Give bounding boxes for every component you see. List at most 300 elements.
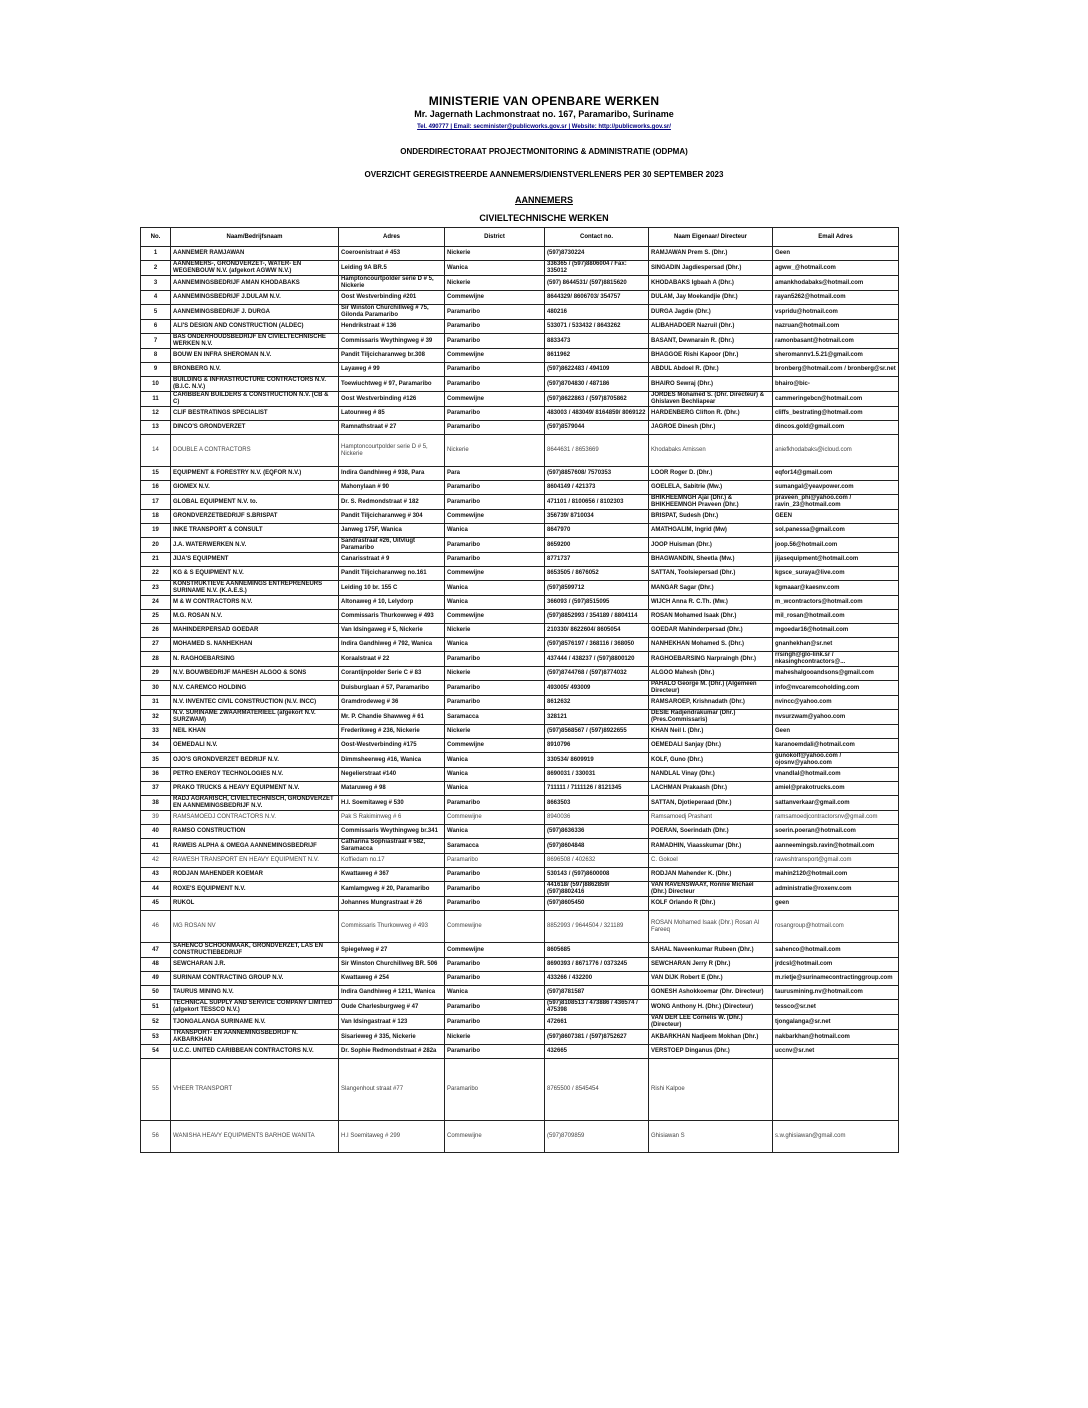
cell-email[interactable]: geen (773, 897, 899, 911)
cell-address: Duisburglaan # 57, Paramaribo (339, 681, 445, 696)
cell-email[interactable]: agww_@hotmail.com (773, 261, 899, 276)
cell-email[interactable]: gunokolf@yahoo.com / ojosnv@yahoo.com (773, 753, 899, 768)
cell-email[interactable]: sheromannv1.5.21@gmail.com (773, 349, 899, 363)
cell-district: Wanica (445, 596, 545, 610)
cell-district: Paramaribo (445, 481, 545, 495)
cell-district: Saramacca (445, 710, 545, 725)
cell-address: Pak S Rakiminweg # 6 (339, 811, 445, 825)
table-row (141, 943, 899, 958)
cell-owner: VERSTOEP Dinganus (Dhr.) (649, 1045, 773, 1059)
cell-name: BOUW EN INFRA SHEROMAN N.V. (171, 349, 339, 363)
cell-owner: KHAN Neil I. (Dhr.) (649, 725, 773, 739)
cell-email[interactable]: bhairo@bic- (773, 377, 899, 392)
cell-contact: 8647970 (545, 524, 649, 538)
cell-name: N.V. CAREMCO HOLDING (171, 681, 339, 696)
cell-name: MOHAMED S. NANHEKHAN (171, 638, 339, 652)
cell-owner: MANGAR Sagar (Dhr.) (649, 581, 773, 596)
cell-contact: 8653505 / 8676052 (545, 567, 649, 581)
cell-name: RUKOL (171, 897, 339, 911)
cell-email[interactable]: kgmaaar@kaesnv.com (773, 581, 899, 596)
table-row (141, 911, 899, 943)
table-row (141, 261, 899, 276)
cell-name: U.C.C. UNITED CARIBBEAN CONTRACTORS N.V. (171, 1045, 339, 1059)
cell-district: Commewijne (445, 510, 545, 524)
cell-owner: POERAN, Soerindath (Dhr.) (649, 825, 773, 839)
cell-no: 15 (141, 467, 171, 481)
cell-owner: SINGADIN Jagdiespersad (Dhr.) (649, 261, 773, 276)
cell-email[interactable]: praveen_phi@yahoo.com / ravin_23@hotmail.com (773, 495, 899, 510)
cell-contact: 8663503 (545, 796, 649, 811)
cell-address: Mataruweg # 98 (339, 782, 445, 796)
cell-owner: JAGROE Dinesh (Dhr.) (649, 421, 773, 435)
cell-email[interactable]: jijasequipment@hotmail.com (773, 553, 899, 567)
cell-address: Dimmsheerweg #16, Wanica (339, 753, 445, 768)
cell-email[interactable] (773, 1059, 899, 1121)
table-row (141, 725, 899, 739)
cell-address: Kamlamgweg # 20, Paramaribo (339, 882, 445, 897)
cell-no: 44 (141, 882, 171, 897)
table-row (141, 524, 899, 538)
cell-district: Paramaribo (445, 377, 545, 392)
cell-no: 37 (141, 782, 171, 796)
cell-name: PRAKO TRUCKS & HEAVY EQUIPMENT N.V. (171, 782, 339, 796)
cell-name: ROXE'S EQUIPMENT N.V. (171, 882, 339, 897)
cell-no: 4 (141, 291, 171, 305)
cell-owner: BASANT, Dewnarain R. (Dhr.) (649, 334, 773, 349)
cell-address: Oude Charlesburgweg # 47 (339, 1000, 445, 1015)
cell-contact: 8910796 (545, 739, 649, 753)
column-header-no: No. (141, 228, 171, 247)
cell-address: Hamptoncourtpolder serie D # 5, Nickerie (339, 276, 445, 291)
cell-name: NEIL KHAN (171, 725, 339, 739)
cell-no: 49 (141, 972, 171, 986)
cell-name: N.V. BOUWBEDRIJF MAHESH ALGOO & SONS (171, 667, 339, 681)
cell-name: BUILDING & INFRASTRUCTURE CONTRACTORS N.V. (B.I.C. N.V.) (171, 377, 339, 392)
cell-owner: OEMEDALI Sanjay (Dhr.) (649, 739, 773, 753)
cell-contact: 8690031 / 330031 (545, 768, 649, 782)
cell-no: 52 (141, 1015, 171, 1030)
table-row (141, 363, 899, 377)
cell-district: Commewijne (445, 811, 545, 825)
cell-email[interactable]: m.rietje@surinamecontractinggroup.com (773, 972, 899, 986)
table-row (141, 868, 899, 882)
cell-email[interactable]: cammeringebcn@hotmail.com (773, 392, 899, 407)
cell-owner: RAMJAWAN Prem S. (Dhr.) (649, 247, 773, 261)
cell-email[interactable]: mil_rosan@hotmail.com (773, 610, 899, 624)
cell-no: 25 (141, 610, 171, 624)
cell-address: Commissaris Thurkowweg # 493 (339, 610, 445, 624)
cell-district: Paramaribo (445, 538, 545, 553)
cell-address: Sir Winston Churchillweg # 75, Gilonda Paramaribo (339, 305, 445, 320)
cell-no: 54 (141, 1045, 171, 1059)
table-row (141, 305, 899, 320)
cell-name: RAMSAMOEDJ CONTRACTORS N.V. (171, 811, 339, 825)
cell-owner: Ramsamoedj Prashant (649, 811, 773, 825)
cell-email[interactable]: taurusmining.nv@hotmail.com (773, 986, 899, 1000)
cell-contact: (597)8579044 (545, 421, 649, 435)
cell-email[interactable]: rrsingh@glo-link.sr / nkasinghcontractors@... (773, 652, 899, 667)
cell-district: Paramaribo (445, 882, 545, 897)
cell-owner: VAN RAVENSWAAY, Ronnie Michael (Dhr.) Directeur (649, 882, 773, 897)
cell-district: Wanica (445, 581, 545, 596)
table-row (141, 392, 899, 407)
cell-email[interactable]: GEEN (773, 510, 899, 524)
cell-no: 31 (141, 696, 171, 710)
cell-email[interactable]: eqfor14@gmail.com (773, 467, 899, 481)
cell-no: 50 (141, 986, 171, 1000)
cell-district: Commewijne (445, 349, 545, 363)
cell-email[interactable]: vspridu@hotmail.com (773, 305, 899, 320)
cell-email[interactable]: rayan5262@hotmail.com (773, 291, 899, 305)
cell-no: 56 (141, 1121, 171, 1153)
cell-name: TECHNICAL SUPPLY AND SERVICE COMPANY LIMITED (afgekort TESSCO N.V.) (171, 1000, 339, 1015)
cell-no: 43 (141, 868, 171, 882)
cell-owner: AMATHGALIM, Ingrid (Mw) (649, 524, 773, 538)
cell-address: Mahonylaan # 90 (339, 481, 445, 495)
cell-name: OJO'S GRONDVERZET BEDRIJF N.V. (171, 753, 339, 768)
cell-email[interactable]: sahenco@hotmail.com (773, 943, 899, 958)
cell-contact: 330534/ 8609919 (545, 753, 649, 768)
cell-district: Commewijne (445, 567, 545, 581)
cell-email[interactable]: administratie@roxenv.com (773, 882, 899, 897)
cell-address: Leiding 10 br. 155 C (339, 581, 445, 596)
cell-contact: 8605685 (545, 943, 649, 958)
table-row (141, 407, 899, 421)
cell-address: Hamptoncourtpolder serie D # 5, Nickerie (339, 435, 445, 467)
cell-name: KONSTRUKTIEVE AANNEMINGS ENTREPRENEURS SURINAME N.V. (K.A.E.S.) (171, 581, 339, 596)
cell-name: KG & S EQUIPMENT N.V. (171, 567, 339, 581)
cell-email[interactable]: nakbarkhan@hotmail.com (773, 1030, 899, 1045)
cell-no: 18 (141, 510, 171, 524)
cell-address: H.I. Soemitaweg # 530 (339, 796, 445, 811)
cell-contact: (597)8622483 / 494109 (545, 363, 649, 377)
cell-email[interactable]: karanoemdali@hotmail.com (773, 739, 899, 753)
cell-address: Layaweg # 99 (339, 363, 445, 377)
table-row (141, 610, 899, 624)
table-row (141, 768, 899, 782)
table-row (141, 247, 899, 261)
cell-district: Wanica (445, 768, 545, 782)
cell-owner: WIJCH Anna R. C.Th. (Mw.) (649, 596, 773, 610)
cell-owner: Khodabaks Arnissen (649, 435, 773, 467)
cell-name: GRONDVERZETBEDRIJF S.BRISPAT (171, 510, 339, 524)
cell-district: Paramaribo (445, 696, 545, 710)
cell-owner: Ghisiawan S (649, 1121, 773, 1153)
cell-contact: 8940036 (545, 811, 649, 825)
cell-district: Paramaribo (445, 681, 545, 696)
cell-email[interactable]: nazruan@hotmail.com (773, 320, 899, 334)
cell-address: Mr. P. Chandie Shawweg # 61 (339, 710, 445, 725)
cell-contact: 366093 / (597)8515095 (545, 596, 649, 610)
cell-contact: (597)8605450 (545, 897, 649, 911)
table-row (141, 1121, 899, 1153)
table-row (141, 796, 899, 811)
cell-district: Paramaribo (445, 854, 545, 868)
cell-contact: 533071 / 533432 / 8643262 (545, 320, 649, 334)
table-row (141, 481, 899, 495)
cell-address: Janweg 175F, Wanica (339, 524, 445, 538)
cell-email[interactable]: sattanverkaar@gmail.com (773, 796, 899, 811)
cell-name: SAHENCO SCHOONMAAK, GRONDVERZET, LAS EN CONSTRUCTIEBEDRIJF (171, 943, 339, 958)
cell-no: 10 (141, 377, 171, 392)
cell-contact: 480216 (545, 305, 649, 320)
table-row (141, 825, 899, 839)
cell-name: AANNEMINGSBEDRIJF AMAN KHODABAKS (171, 276, 339, 291)
cell-no: 35 (141, 753, 171, 768)
cell-email[interactable]: uccnv@sr.net (773, 1045, 899, 1059)
table-row (141, 553, 899, 567)
cell-owner: BRISPAT, Sudesh (Dhr.) (649, 510, 773, 524)
cell-district: Paramaribo (445, 972, 545, 986)
cell-district: Commewijne (445, 943, 545, 958)
cell-email[interactable]: rosangroup@hotmail.com (773, 911, 899, 943)
ministry-contact-line[interactable]: Tel. 490777 | Email: secminister@publicworks.gov.sr | Website: http://publicworks.gov.sr/ (417, 124, 671, 130)
cell-email[interactable]: amiel@prakotrucks.com (773, 782, 899, 796)
cell-name: N.V. INVENTEC CIVIL CONSTRUCTION (N.V. INCC) (171, 696, 339, 710)
cell-name: SEWCHARAN J.R. (171, 958, 339, 972)
table-row (141, 1059, 899, 1121)
cell-address: Frederikweg # 236, Nickerie (339, 725, 445, 739)
cell-address: Indira Gandhiweg # 1211, Wanica (339, 986, 445, 1000)
cell-address: Commissaris Thurkowweg # 493 (339, 911, 445, 943)
cell-email[interactable]: cliffs_bestrating@hotmail.com (773, 407, 899, 421)
column-header-email: Email Adres (773, 228, 899, 247)
cell-address: Coeroenistraat # 453 (339, 247, 445, 261)
cell-owner: ALIBAHADOER Nazruil (Dhr.) (649, 320, 773, 334)
cell-no: 1 (141, 247, 171, 261)
cell-email[interactable]: ramonbasant@hotmail.com (773, 334, 899, 349)
table-row (141, 421, 899, 435)
cell-no: 33 (141, 725, 171, 739)
cell-address: Catharina Sophiastraat # 582, Saramacca (339, 839, 445, 854)
cell-name: BAS ONDERHOUDSBEDRIJF EN CIVIELTECHNISCHE WERKEN N.V. (171, 334, 339, 349)
cell-email[interactable]: soerin.poeran@hotmail.com (773, 825, 899, 839)
table-row (141, 652, 899, 667)
cell-contact: 441618/ (597)8862859/ (597)8802416 (545, 882, 649, 897)
cell-district: Paramaribo (445, 495, 545, 510)
cell-address: Koffiedam no.17 (339, 854, 445, 868)
cell-no: 7 (141, 334, 171, 349)
cell-owner: RODJAN Mahender K. (Dhr.) (649, 868, 773, 882)
table-row (141, 972, 899, 986)
cell-district: Paramaribo (445, 958, 545, 972)
cell-owner: GONESH Ashokkoemar (Dhr. Directeur) (649, 986, 773, 1000)
cell-district: Wanica (445, 986, 545, 1000)
cell-no: 47 (141, 943, 171, 958)
table-row (141, 854, 899, 868)
cell-email[interactable]: aniefkhodabaks@icloud.com (773, 435, 899, 467)
cell-owner: SATTAN, Toolsiepersad (Dhr.) (649, 567, 773, 581)
cell-email[interactable]: sumangal@yeavpower.com (773, 481, 899, 495)
cell-address: Dr. S. Redmondstraat # 182 (339, 495, 445, 510)
cell-email[interactable]: vnandlal@hotmail.com (773, 768, 899, 782)
cell-email[interactable]: kgsce_suraya@live.com (773, 567, 899, 581)
cell-district: Wanica (445, 825, 545, 839)
table-row (141, 467, 899, 481)
cell-district: Paramaribo (445, 897, 545, 911)
table-row (141, 510, 899, 524)
table-row (141, 638, 899, 652)
cell-email[interactable]: amankhodabaks@hotmail.com (773, 276, 899, 291)
cell-contact: 530143 / (597)8600008 (545, 868, 649, 882)
cell-name: AANNEMINGSBEDRIJF J. DURGA (171, 305, 339, 320)
cell-address: Spiegelweg # 27 (339, 943, 445, 958)
cell-owner: GOELELA, Sabitrie (Mw.) (649, 481, 773, 495)
cell-name: AANNEMER RAMJAWAN (171, 247, 339, 261)
overview-title: OVERZICHT GEREGISTREERDE AANNEMERS/DIENSTVERLENERS PER 30 SEPTEMBER 2023 (364, 170, 724, 179)
cell-address: Kwattaweg # 367 (339, 868, 445, 882)
cell-email[interactable]: tjongalanga@sr.net (773, 1015, 899, 1030)
cell-no: 3 (141, 276, 171, 291)
cell-email[interactable]: raweshtransport@gmail.com (773, 854, 899, 868)
cell-name: TRANSPORT- EN AANNEMINGSBEDRIJF N. AKBARKHAN (171, 1030, 339, 1045)
cell-district: Wanica (445, 638, 545, 652)
cell-email[interactable]: maheshalgooandsons@gmail.com (773, 667, 899, 681)
table-row (141, 696, 899, 710)
cell-district: Nickerie (445, 247, 545, 261)
cell-owner: WONG Anthony H. (Dhr.) (Directeur) (649, 1000, 773, 1015)
table-row (141, 667, 899, 681)
cell-contact: (597)8622863 / (597)8705862 (545, 392, 649, 407)
cell-owner: KOLF, Guno (Dhr.) (649, 753, 773, 768)
cell-district: Paramaribo (445, 652, 545, 667)
table-row (141, 1045, 899, 1059)
cell-email[interactable]: sol.panessa@gmail.com (773, 524, 899, 538)
column-header-owner: Naam Eigenaar/ Directeur (649, 228, 773, 247)
cell-no: 30 (141, 681, 171, 696)
table-row (141, 710, 899, 725)
cell-district: Nickerie (445, 624, 545, 638)
cell-no: 14 (141, 435, 171, 467)
table-row (141, 782, 899, 796)
cell-address: Negelierstraat #140 (339, 768, 445, 782)
cell-name: AANNEMERS-, GRONDVERZET-, WATER- EN WEGENBOUW N.V. (afgekort AGWW N.V.) (171, 261, 339, 276)
cell-contact: (597)8636336 (545, 825, 649, 839)
cell-district: Wanica (445, 753, 545, 768)
cell-contact: 8833473 (545, 334, 649, 349)
cell-district: Paramaribo (445, 407, 545, 421)
cell-email[interactable]: ramsamoedjcontractorsnv@gmail.com (773, 811, 899, 825)
cell-district: Paramaribo (445, 421, 545, 435)
cell-name: AANNEMINGSBEDRIJF J.DULAM N.V. (171, 291, 339, 305)
cell-contact: 210330/ 8622604/ 8605054 (545, 624, 649, 638)
cell-contact: (597)8108513 / 473886 / 436574 / 475398 (545, 1000, 649, 1015)
cell-address: Sisarieweg # 335, Nickerie (339, 1030, 445, 1045)
cell-email[interactable]: aanneemingsb.ravin@hotmail.com (773, 839, 899, 854)
cell-name: JIJA'S EQUIPMENT (171, 553, 339, 567)
cell-district: Nickerie (445, 725, 545, 739)
table-body (141, 247, 899, 1153)
cell-owner: DULAM, Jay Moekandjie (Dhr.) (649, 291, 773, 305)
cell-email[interactable]: s.w.ghisiawan@gmail.com (773, 1121, 899, 1153)
table-row (141, 811, 899, 825)
cell-name: M & W CONTRACTORS N.V. (171, 596, 339, 610)
table-row (141, 596, 899, 610)
cell-email[interactable]: nvincc@yahoo.com (773, 696, 899, 710)
cell-address: Kwattaweg # 254 (339, 972, 445, 986)
cell-email[interactable]: jrdcsl@hotmail.com (773, 958, 899, 972)
table-row (141, 1030, 899, 1045)
cell-email[interactable]: info@nvcaremcoholding.com (773, 681, 899, 696)
cell-no: 5 (141, 305, 171, 320)
cell-no: 53 (141, 1030, 171, 1045)
cell-contact: (597)8599712 (545, 581, 649, 596)
cell-contact: 8604149 / 421373 (545, 481, 649, 495)
table-row (141, 681, 899, 696)
cell-email[interactable]: bronberg@hotmail.com / bronberg@sr.net (773, 363, 899, 377)
column-header-contact: Contact no. (545, 228, 649, 247)
cell-email[interactable]: dincos.gold@gmail.com (773, 421, 899, 435)
cell-owner: KOLF Orlando R (Dhr.) (649, 897, 773, 911)
cell-email[interactable]: tessco@sr.net (773, 1000, 899, 1015)
cell-email[interactable]: m_wcontractors@hotmail.com (773, 596, 899, 610)
cell-no: 8 (141, 349, 171, 363)
cell-no: 16 (141, 481, 171, 495)
cell-owner: ALGOO Mahesh (Dhr.) (649, 667, 773, 681)
cell-address: Slangenhout straat #77 (339, 1059, 445, 1121)
cell-owner: PAHALO George M. (Dhr.) (Algemeen Directeur) (649, 681, 773, 696)
cell-owner: VAN DIJK Robert E (Dhr.) (649, 972, 773, 986)
cell-email[interactable]: mahin2120@hotmail.com (773, 868, 899, 882)
cell-contact: (597)8730224 (545, 247, 649, 261)
cell-district: Paramaribo (445, 320, 545, 334)
cell-email[interactable]: nvsurzwam@yahoo.com (773, 710, 899, 725)
cell-no: 17 (141, 495, 171, 510)
cell-no: 9 (141, 363, 171, 377)
cell-contact: 8611962 (545, 349, 649, 363)
table-row (141, 435, 899, 467)
cell-email[interactable]: gnanhekhan@sr.net (773, 638, 899, 652)
cell-email[interactable]: Geen (773, 247, 899, 261)
category-title: CIVIELTECHNISCHE WERKEN (479, 213, 609, 223)
cell-district: Commewijne (445, 911, 545, 943)
table-row (141, 495, 899, 510)
cell-contact: 8696508 / 402632 (545, 854, 649, 868)
cell-email[interactable]: mgoedar16@hotmail.com (773, 624, 899, 638)
cell-name: GLOBAL EQUIPMENT N.V. to. (171, 495, 339, 510)
cell-district: Wanica (445, 261, 545, 276)
cell-no: 6 (141, 320, 171, 334)
cell-name: DOUBLE A CONTRACTORS (171, 435, 339, 467)
cell-district: Paramaribo (445, 1045, 545, 1059)
cell-address: Oost Westverbinding #126 (339, 392, 445, 407)
cell-owner: RAMADHIN, Viaasskumar (Dhr.) (649, 839, 773, 854)
cell-district: Wanica (445, 524, 545, 538)
cell-email[interactable]: Geen (773, 725, 899, 739)
cell-owner: LACHMAN Prakaash (Dhr.) (649, 782, 773, 796)
cell-email[interactable]: joop.56@hotmail.com (773, 538, 899, 553)
table-row (141, 320, 899, 334)
cell-contact: 8644329/ 8606703/ 354757 (545, 291, 649, 305)
cell-owner: VAN DER LEE Cornelis W. (Dhr.) (Directeur) (649, 1015, 773, 1030)
cell-address: Van Idsingastraat # 123 (339, 1015, 445, 1030)
cell-district: Commewijne (445, 392, 545, 407)
cell-owner: ROSAN Mohamed Isaak (Dhr.) (649, 610, 773, 624)
cell-address: Pandit Tiljcicharanweg no.161 (339, 567, 445, 581)
cell-name: RAMSO CONSTRUCTION (171, 825, 339, 839)
cell-no: 21 (141, 553, 171, 567)
cell-address: Johannes Mungrastraat # 26 (339, 897, 445, 911)
cell-name: RODJAN MAHENDER KOEMAR (171, 868, 339, 882)
cell-owner: C. Gokoel (649, 854, 773, 868)
column-header-district: District (445, 228, 545, 247)
cell-owner: BHAGGOE Rishi Kapoor (Dhr.) (649, 349, 773, 363)
cell-district: Paramaribo (445, 1015, 545, 1030)
cell-name: J.A. WATERWERKEN N.V. (171, 538, 339, 553)
cell-no: 22 (141, 567, 171, 581)
cell-no: 55 (141, 1059, 171, 1121)
cell-owner: ROSAN Mohamed Isaak (Dhr.) Rosan Al Fareeq (649, 911, 773, 943)
